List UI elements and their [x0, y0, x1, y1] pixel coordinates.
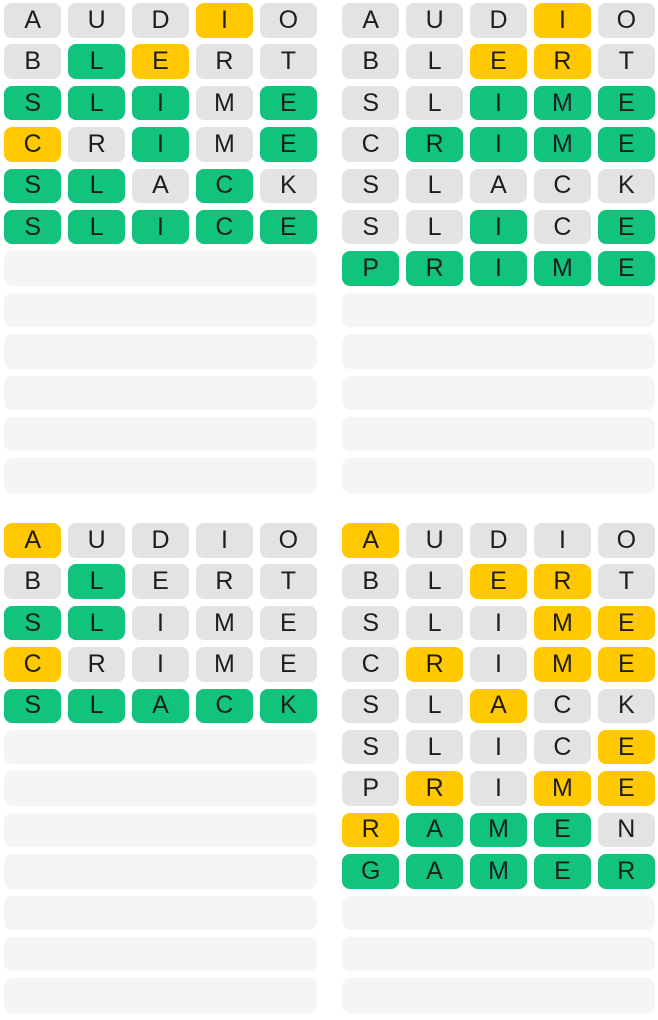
letter-tile: S — [4, 210, 61, 245]
letter-tile: A — [4, 523, 61, 558]
letter-tile: M — [534, 127, 591, 162]
letter-tile: D — [132, 523, 189, 558]
letter-tile: C — [342, 647, 399, 682]
letter-tile: U — [68, 3, 125, 38]
letter-tile: R — [196, 44, 253, 79]
letter-tile: E — [534, 813, 591, 848]
letter-tile: L — [68, 169, 125, 204]
letter-tile: S — [342, 606, 399, 641]
letter-tile: T — [598, 44, 655, 79]
guess-row — [4, 127, 317, 162]
letter-tile: L — [68, 689, 125, 724]
guess-row — [342, 771, 655, 806]
guess-row — [342, 210, 655, 245]
letter-tile: L — [406, 606, 463, 641]
letter-tile: M — [196, 86, 253, 121]
letter-tile: C — [534, 210, 591, 245]
letter-tile: O — [260, 3, 317, 38]
guess-row — [4, 86, 317, 121]
letter-tile: S — [342, 689, 399, 724]
letter-tile: K — [598, 169, 655, 204]
guess-row — [342, 251, 655, 286]
letter-tile: I — [132, 86, 189, 121]
letter-tile: E — [260, 86, 317, 121]
letter-tile: R — [406, 771, 463, 806]
letter-tile: E — [470, 44, 527, 79]
empty-guess-row — [4, 251, 317, 286]
letter-tile: E — [260, 210, 317, 245]
letter-tile: I — [470, 127, 527, 162]
letter-tile: P — [342, 771, 399, 806]
letter-tile: E — [598, 730, 655, 765]
letter-tile: E — [598, 86, 655, 121]
guess-row — [342, 44, 655, 79]
letter-tile: A — [406, 813, 463, 848]
board-bottom-right — [342, 523, 655, 1020]
letter-tile: L — [68, 606, 125, 641]
guess-row — [342, 127, 655, 162]
letter-tile: A — [470, 169, 527, 204]
letter-tile: I — [196, 3, 253, 38]
guess-row — [4, 689, 317, 724]
letter-tile: C — [196, 169, 253, 204]
letter-tile: I — [470, 647, 527, 682]
guess-row — [4, 564, 317, 599]
letter-tile: I — [470, 251, 527, 286]
letter-tile: I — [132, 210, 189, 245]
empty-guess-row — [4, 730, 317, 765]
letter-tile: A — [470, 689, 527, 724]
guess-row — [4, 3, 317, 38]
empty-guess-row — [4, 458, 317, 493]
letter-tile: M — [196, 606, 253, 641]
letter-tile: M — [534, 606, 591, 641]
letter-tile: I — [132, 127, 189, 162]
guess-row — [342, 564, 655, 599]
guess-row — [342, 3, 655, 38]
letter-tile: B — [342, 564, 399, 599]
letter-tile: C — [342, 127, 399, 162]
letter-tile: M — [196, 647, 253, 682]
letter-tile: C — [534, 730, 591, 765]
letter-tile: L — [68, 210, 125, 245]
letter-tile: A — [342, 3, 399, 38]
letter-tile: M — [534, 251, 591, 286]
letter-tile: E — [598, 251, 655, 286]
letter-tile: L — [406, 730, 463, 765]
letter-tile: S — [4, 169, 61, 204]
guess-row — [4, 647, 317, 682]
letter-tile: M — [534, 771, 591, 806]
letter-tile: E — [260, 647, 317, 682]
letter-tile: O — [598, 3, 655, 38]
letter-tile: T — [260, 44, 317, 79]
letter-tile: L — [406, 210, 463, 245]
letter-tile: M — [470, 854, 527, 889]
letter-tile: U — [406, 3, 463, 38]
letter-tile: S — [342, 210, 399, 245]
letter-tile: S — [4, 689, 61, 724]
guess-row — [342, 606, 655, 641]
empty-guess-row — [4, 937, 317, 972]
letter-tile: A — [132, 169, 189, 204]
letter-tile: L — [68, 564, 125, 599]
board-top-left — [4, 3, 317, 500]
letter-tile: P — [342, 251, 399, 286]
letter-tile: K — [598, 689, 655, 724]
letter-tile: B — [4, 44, 61, 79]
letter-tile: C — [534, 689, 591, 724]
letter-tile: B — [342, 44, 399, 79]
letter-tile: E — [598, 127, 655, 162]
letter-tile: I — [534, 523, 591, 558]
letter-tile: T — [598, 564, 655, 599]
letter-tile: A — [406, 854, 463, 889]
letter-tile: I — [196, 523, 253, 558]
letter-tile: R — [598, 854, 655, 889]
guess-row — [342, 689, 655, 724]
letter-tile: I — [534, 3, 591, 38]
letter-tile: E — [598, 647, 655, 682]
guess-row — [342, 730, 655, 765]
letter-tile: L — [406, 564, 463, 599]
empty-guess-row — [4, 896, 317, 931]
letter-tile: M — [196, 127, 253, 162]
guess-row — [4, 523, 317, 558]
guess-row — [342, 854, 655, 889]
letter-tile: E — [534, 854, 591, 889]
letter-tile: E — [598, 606, 655, 641]
guess-row — [342, 86, 655, 121]
letter-tile: U — [68, 523, 125, 558]
letter-tile: L — [406, 689, 463, 724]
letter-tile: T — [260, 564, 317, 599]
guess-row — [4, 44, 317, 79]
letter-tile: E — [470, 564, 527, 599]
guess-row — [4, 210, 317, 245]
letter-tile: R — [406, 127, 463, 162]
empty-guess-row — [4, 417, 317, 452]
letter-tile: C — [196, 210, 253, 245]
letter-tile: L — [68, 44, 125, 79]
letter-tile: I — [470, 771, 527, 806]
letter-tile: R — [534, 44, 591, 79]
guess-row — [4, 169, 317, 204]
letter-tile: I — [470, 606, 527, 641]
empty-guess-row — [342, 458, 655, 493]
letter-tile: E — [260, 127, 317, 162]
empty-guess-row — [4, 854, 317, 889]
guess-row — [342, 169, 655, 204]
letter-tile: I — [470, 86, 527, 121]
letter-tile: C — [196, 689, 253, 724]
letter-tile: U — [406, 523, 463, 558]
letter-tile: A — [132, 689, 189, 724]
board-top-right — [342, 3, 655, 500]
letter-tile: E — [132, 44, 189, 79]
letter-tile: R — [534, 564, 591, 599]
letter-tile: I — [132, 606, 189, 641]
letter-tile: R — [342, 813, 399, 848]
empty-guess-row — [342, 293, 655, 328]
empty-guess-row — [342, 376, 655, 411]
letter-tile: M — [534, 647, 591, 682]
letter-tile: K — [260, 689, 317, 724]
letter-tile: A — [342, 523, 399, 558]
letter-tile: R — [406, 647, 463, 682]
letter-tile: L — [406, 169, 463, 204]
letter-tile: R — [196, 564, 253, 599]
letter-tile: K — [260, 169, 317, 204]
letter-tile: E — [598, 771, 655, 806]
letter-tile: I — [470, 210, 527, 245]
letter-tile: L — [406, 44, 463, 79]
letter-tile: D — [470, 523, 527, 558]
empty-guess-row — [4, 978, 317, 1013]
letter-tile: M — [470, 813, 527, 848]
guess-row — [342, 813, 655, 848]
letter-tile: S — [342, 86, 399, 121]
empty-guess-row — [342, 417, 655, 452]
letter-tile: S — [342, 169, 399, 204]
empty-guess-row — [4, 813, 317, 848]
empty-guess-row — [342, 334, 655, 369]
board-bottom-left — [4, 523, 317, 1020]
letter-tile: L — [406, 86, 463, 121]
letter-tile: R — [68, 127, 125, 162]
empty-guess-row — [4, 376, 317, 411]
empty-guess-row — [4, 334, 317, 369]
guess-row — [342, 523, 655, 558]
empty-guess-row — [4, 771, 317, 806]
letter-tile: R — [406, 251, 463, 286]
letter-tile: D — [132, 3, 189, 38]
letter-tile: C — [534, 169, 591, 204]
empty-guess-row — [4, 293, 317, 328]
letter-tile: O — [260, 523, 317, 558]
letter-tile: R — [68, 647, 125, 682]
empty-guess-row — [342, 896, 655, 931]
letter-tile: B — [4, 564, 61, 599]
letter-tile: M — [534, 86, 591, 121]
letter-tile: C — [4, 647, 61, 682]
letter-tile: D — [470, 3, 527, 38]
letter-tile: S — [342, 730, 399, 765]
letter-tile: I — [470, 730, 527, 765]
letter-tile: A — [4, 3, 61, 38]
letter-tile: N — [598, 813, 655, 848]
letter-tile: E — [260, 606, 317, 641]
letter-tile: E — [132, 564, 189, 599]
letter-tile: S — [4, 606, 61, 641]
letter-tile: S — [4, 86, 61, 121]
letter-tile: E — [598, 210, 655, 245]
letter-tile: C — [4, 127, 61, 162]
letter-tile: G — [342, 854, 399, 889]
empty-guess-row — [342, 978, 655, 1013]
letter-tile: O — [598, 523, 655, 558]
guess-row — [342, 647, 655, 682]
letter-tile: I — [132, 647, 189, 682]
empty-guess-row — [342, 937, 655, 972]
letter-tile: L — [68, 86, 125, 121]
guess-row — [4, 606, 317, 641]
